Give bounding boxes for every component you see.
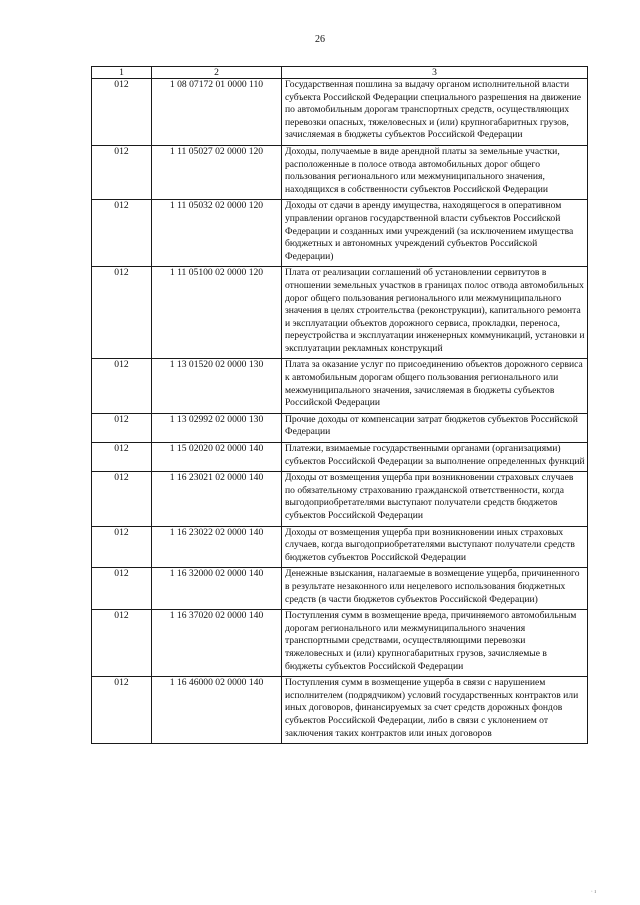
- revenue-name-cell: Доходы от возмещения ущерба при возникновении страховых случаев по обязательному страхованию гражданской ответственности, когда выгодоприобретателями выступают получатели средств бюджетов субъектов Российской Федерации: [282, 472, 588, 526]
- table-row: [92, 610, 588, 677]
- revenue-code-cell: 1 11 05100 02 0000 120: [152, 267, 282, 359]
- table-row: [92, 267, 588, 359]
- table-header-row: [92, 67, 588, 79]
- revenue-name-cell: Платежи, взимаемые государственными органами (организациями) субъектов Российской Федерации за выполнение определенных функций: [282, 443, 588, 472]
- table-row: [92, 200, 588, 267]
- revenue-name-cell: Поступления сумм в возмещение вреда, причиняемого автомобильным дорогам регионального или межмуниципального значения транспортными средствами, осуществляющими перевозки тяжеловесных и (или) крупногабаритных грузов, зачисляемые в бюджеты субъектов Российской Федерации: [282, 610, 588, 677]
- header-col-3: 3: [282, 67, 588, 79]
- admin-code-cell: 012: [92, 267, 152, 359]
- revenue-code-cell: 1 15 02020 02 0000 140: [152, 443, 282, 472]
- revenue-name-cell: Доходы, получаемые в виде арендной платы за земельные участки, расположенные в полосе отвода автомобильных дорог общего пользования регионального или межмуниципального значения, находящихся в собственности субъектов Российской Федерации: [282, 145, 588, 199]
- revenue-name-cell: Поступления сумм в возмещение ущерба в связи с нарушением исполнителем (подрядчиком) условий государственных контрактов или иных договоров, финансируемых за счет средств дорожных фондов субъектов Российской Федерации, либо в связи с уклонением от заключения таких контрактов или иных договоров: [282, 677, 588, 744]
- revenue-code-cell: 1 16 32000 02 0000 140: [152, 568, 282, 610]
- revenue-code-cell: 1 11 05027 02 0000 120: [152, 145, 282, 199]
- table-row: [92, 568, 588, 610]
- revenue-code-cell: 1 16 46000 02 0000 140: [152, 677, 282, 744]
- revenue-name-cell: Денежные взыскания, налагаемые в возмещение ущерба, причиненного в результате незаконного или нецелевого использования бюджетных средств (в части бюджетов субъектов Российской Федерации): [282, 568, 588, 610]
- page-number: 26: [315, 34, 325, 45]
- table-row: [92, 145, 588, 199]
- revenue-codes-table: [91, 66, 588, 744]
- admin-code-cell: 012: [92, 610, 152, 677]
- admin-code-cell: 012: [92, 526, 152, 568]
- admin-code-cell: 012: [92, 472, 152, 526]
- revenue-code-cell: 1 11 05032 02 0000 120: [152, 200, 282, 267]
- revenue-name-cell: Прочие доходы от компенсации затрат бюджетов субъектов Российской Федерации: [282, 413, 588, 442]
- table-row: [92, 359, 588, 413]
- revenue-name-cell: Плата за оказание услуг по присоединению объектов дорожного сервиса к автомобильным дорогам общего пользования регионального или межмуниципального значения, зачисляемая в бюджеты субъектов Российской Федерации: [282, 359, 588, 413]
- revenue-code-cell: 1 16 23022 02 0000 140: [152, 526, 282, 568]
- revenue-name-cell: Доходы от возмещения ущерба при возникновении иных страховых случаев, когда выгодоприобретателями выступают получатели средств бюджетов субъектов Российской Федерации: [282, 526, 588, 568]
- admin-code-cell: 012: [92, 359, 152, 413]
- revenue-name-cell: Доходы от сдачи в аренду имущества, находящегося в оперативном управлении органов государственной власти субъектов Российской Федерации и созданных ими учреждений (за исключением имущества бюджетных и автономных учреждений субъектов Российской Федерации): [282, 200, 588, 267]
- table-row: [92, 472, 588, 526]
- table-row: [92, 79, 588, 146]
- revenue-code-cell: 1 16 23021 02 0000 140: [152, 472, 282, 526]
- header-col-2: 2: [152, 67, 282, 79]
- admin-code-cell: 012: [92, 145, 152, 199]
- revenue-code-cell: 1 08 07172 01 0000 110: [152, 79, 282, 146]
- admin-code-cell: 012: [92, 443, 152, 472]
- admin-code-cell: 012: [92, 79, 152, 146]
- corner-mark: · ı: [590, 889, 596, 895]
- revenue-name-cell: Плата от реализации соглашений об установлении сервитутов в отношении земельных участков в границах полос отвода автомобильных дорог общего пользования регионального или межмуниципального значения в целях строительства (реконструкции), капитального ремонта и эксплуатации объектов дорожного сервиса, прокладки, переноса, переустройства и эксплуатации инженерных коммуникаций, установки и эксплуатации рекламных конструкций: [282, 267, 588, 359]
- admin-code-cell: 012: [92, 677, 152, 744]
- table-row: [92, 526, 588, 568]
- admin-code-cell: 012: [92, 413, 152, 442]
- table-row: [92, 413, 588, 442]
- admin-code-cell: 012: [92, 568, 152, 610]
- admin-code-cell: 012: [92, 200, 152, 267]
- revenue-code-cell: 1 16 37020 02 0000 140: [152, 610, 282, 677]
- header-col-1: 1: [92, 67, 152, 79]
- revenue-code-cell: 1 13 01520 02 0000 130: [152, 359, 282, 413]
- table-row: [92, 443, 588, 472]
- table-body: [92, 79, 588, 744]
- table-row: [92, 677, 588, 744]
- revenue-code-cell: 1 13 02992 02 0000 130: [152, 413, 282, 442]
- revenue-name-cell: Государственная пошлина за выдачу органом исполнительной власти субъекта Российской Федерации специального разрешения на движение по автомобильным дорогам транспортных средств, осуществляющих перевозки опасных, тяжеловесных и (или) крупногабаритных грузов, зачисляемая в бюджеты субъектов Российской Федерации: [282, 79, 588, 146]
